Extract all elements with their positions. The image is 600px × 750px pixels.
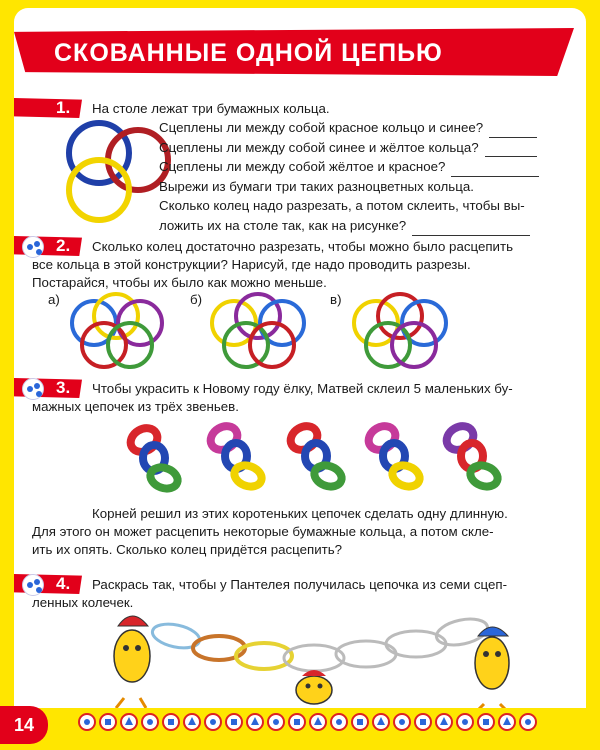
task1-q1: Сцеплены ли между собой красное кольцо и синее? (159, 120, 484, 135)
task3-line1: Чтобы украсить к Новому году ёлку, Матвей склеил 5 маленьких бу- (92, 381, 513, 396)
task2-line2: все кольца в этой конструкции? Нарисуй, где надо проводить разрезы. (32, 257, 471, 272)
triangle-shape-icon (435, 713, 453, 731)
triangle-shape-icon (498, 713, 516, 731)
triangle-shape-icon (246, 713, 264, 731)
square-shape-icon (99, 713, 117, 731)
task2-number: 2. (56, 236, 71, 255)
task1-q2: Сцеплены ли между собой синее и жёлтое кольца? (159, 139, 479, 155)
task4-line2: ленных колечек. (32, 595, 134, 610)
task2-line3: Постарайся, чтобы их было как можно меньше. (32, 275, 327, 290)
left-chick-character (114, 616, 150, 708)
square-shape-icon (225, 713, 243, 731)
task3-line5: ить их опять. Сколько колец придётся расцепить? (32, 542, 343, 557)
triangle-shape-icon (120, 713, 138, 731)
task3-line2: мажных цепочек из трёх звеньев. (32, 399, 239, 414)
page-title: СКОВАННЫЕ ОДНОЙ ЦЕПЬЮ (54, 39, 443, 67)
variant-b-label: б) (190, 292, 203, 307)
circle-shape-icon (330, 713, 348, 731)
task3-line4: Для этого он может расцепить некоторые бумажные кольца, а потом скле- (32, 524, 494, 539)
task1-q3: Сцеплены ли между собой жёлтое и красное? (159, 159, 446, 175)
worksheet-page (14, 8, 586, 708)
circle-shape-icon (393, 713, 411, 731)
circle-shape-icon (267, 713, 285, 731)
chain-to-color (150, 615, 490, 671)
task3-number: 3. (56, 378, 71, 397)
square-shape-icon (477, 713, 495, 731)
middle-chick-character (296, 670, 332, 704)
square-shape-icon (351, 713, 369, 731)
task1-number: 1. (56, 98, 71, 117)
task2-line1: Сколько колец достаточно разрезать, чтобы можно было расцепить (92, 239, 514, 254)
circle-shape-icon (78, 713, 96, 731)
task4-number: 4. (56, 574, 71, 593)
triangle-shape-icon (372, 713, 390, 731)
square-shape-icon (414, 713, 432, 731)
task3-line3: Корней решил из этих коротеньких цепочек сделать одну длинную. (92, 506, 508, 521)
square-shape-icon (288, 713, 306, 731)
page-number: 14 (0, 706, 48, 744)
triangle-shape-icon (309, 713, 327, 731)
task1-line6: ложить их на столе так, как на рисунке? (159, 217, 407, 233)
task1-line5: Сколько колец надо разрезать, а потом склеить, чтобы вы- (159, 198, 525, 214)
task1-line4: Вырежи из бумаги три таких разноцветных кольца. (159, 178, 474, 194)
triangle-shape-icon (183, 713, 201, 731)
decorative-shapes-row (78, 713, 537, 731)
task4-line1: Раскрась так, чтобы у Пантелея получилась цепочка из семи сцеп- (92, 577, 508, 592)
variant-a-label: а) (48, 292, 60, 307)
variant-c-label: в) (330, 292, 342, 307)
square-shape-icon (162, 713, 180, 731)
task4-chain-illustration (14, 8, 586, 708)
circle-shape-icon (456, 713, 474, 731)
circle-shape-icon (141, 713, 159, 731)
circle-shape-icon (204, 713, 222, 731)
circle-shape-icon (519, 713, 537, 731)
task1-intro: На столе лежат три бумажных кольца. (92, 101, 330, 116)
